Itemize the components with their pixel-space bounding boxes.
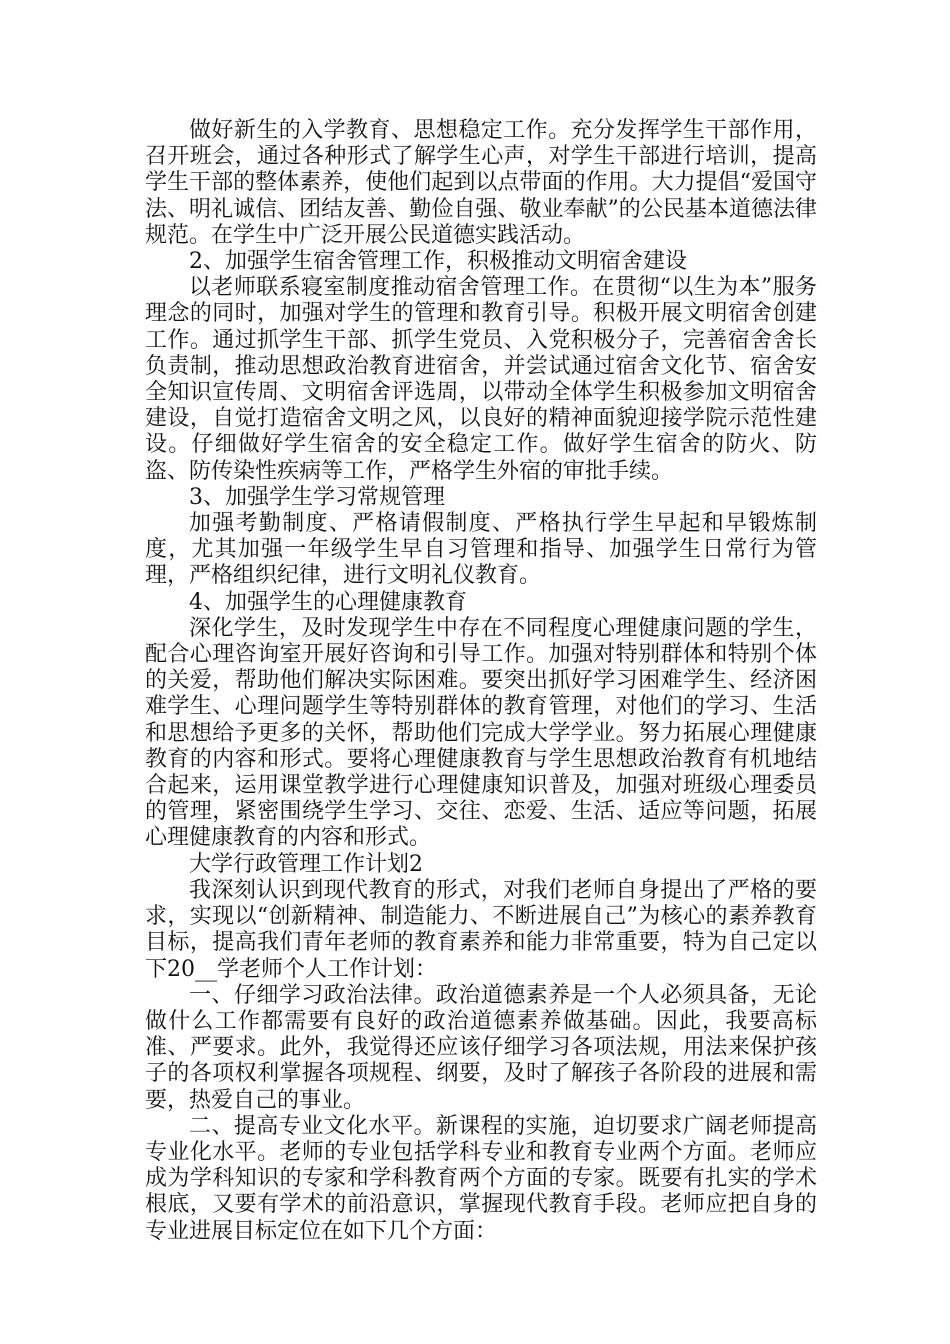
paragraph-study-routine: 加强考勤制度、严格请假制度、严格执行学生早起和早锻炼制度，尤其加强一年级学生早自习管理和指导、加强学生日常行为管理，严格组织纪律，进行文明礼仪教育。 bbox=[145, 511, 817, 589]
paragraph-professional-level: 二、提高专业文化水平。新课程的实施，迫切要求广阔老师提高专业化水平。老师的专业包括学科专业和教育专业两个方面。老师应成为学科知识的专家和学科教育两个方面的专家。既要有扎实的学术根底，又要有学术的前沿意识，掌握现代教育手段。老师应把自身的专业进展目标定位在如下几个方面： bbox=[145, 1113, 817, 1244]
heading-study-routine: 3、加强学生学习常规管理 bbox=[189, 484, 445, 510]
paragraph-mental-health: 深化学生，及时发现学生中存在不同程度心理健康问题的学生，配合心理咨询室开展好咨询和引导工作。加强对特别群体和特别个体的关爱，帮助他们解决实际困难。要突出抓好学习困难学生、经济困难学生、心理问题学生等特别群体的教育管理，对他们的学习、生活和思想给予更多的关怀，帮助他们完成大学学业。努力拓展心理健康教育的内容和形式。要将心理健康教育与学生思想政治教育有机地结合起来，运用课堂教学进行心理健康知识普及，加强对班级心理委员的管理，紧密围绕学生学习、交往、恋爱、生活、适应等问题，拓展心理健康教育的内容和形式。 bbox=[145, 615, 817, 851]
document-page bbox=[145, 118, 817, 1245]
heading-dormitory-management: 2、加强学生宿舍管理工作，积极推动文明宿舍建设 bbox=[189, 249, 687, 275]
heading-mental-health: 4、加强学生的心理健康教育 bbox=[189, 589, 467, 615]
heading-work-plan-2: 大学行政管理工作计划2 bbox=[189, 851, 423, 877]
paragraph-freshman-education: 做好新生的入学教育、思想稳定工作。充分发挥学生干部作用，召开班会，通过各种形式了解学生心声，对学生干部进行培训，提高学生干部的整体素养，使他们起到以点带面的作用。大力提倡“爱国守法、明礼诚信、团结友善、勤俭自强、敬业奉献”的公民基本道德法律规范。在学生中广泛开展公民道德实践活动。 bbox=[145, 118, 817, 248]
paragraph-dormitory-management: 以老师联系寝室制度推动宿舍管理工作。在贯彻“以生为本”服务理念的同时，加强对学生的管理和教育引导。积极开展文明宿舍创建工作。通过抓学生干部、抓学生党员、入党积极分子，完善宿舍舍长负责制，推动思想政治教育进宿舍，并尝试通过宿舍文化节、宿舍安全知识宣传周、文明宿舍评选周，以带动全体学生积极参加文明宿舍建设，自觉打造宿舍文明之风，以良好的精神面貌迎接学院示范性建设。仔细做好学生宿舍的安全稳定工作。做好学生宿舍的防火、防盗、防传染性疾病等工作，严格学生外宿的审批手续。 bbox=[145, 275, 817, 484]
paragraph-plan-intro: 我深刻认识到现代教育的形式，对我们老师自身提出了严格的要求，实现以“创新精神、制造能力、不断进展自己”为核心的素养教育目标，提高我们青年老师的教育素养和能力非常重要，特为自己定以下20__学老师个人工作计划： bbox=[145, 877, 817, 982]
paragraph-politics-law: 一、仔细学习政治法律。政治道德素养是一个人必须具备，无论做什么工作都需要有良好的政治道德素养做基础。因此，我要高标准、严要求。此外，我觉得还应该仔细学习各项法规，用法来保护孩子的各项权利掌握各项规程、纲要，及时了解孩子各阶段的进展和需要，热爱自己的事业。 bbox=[145, 982, 817, 1113]
